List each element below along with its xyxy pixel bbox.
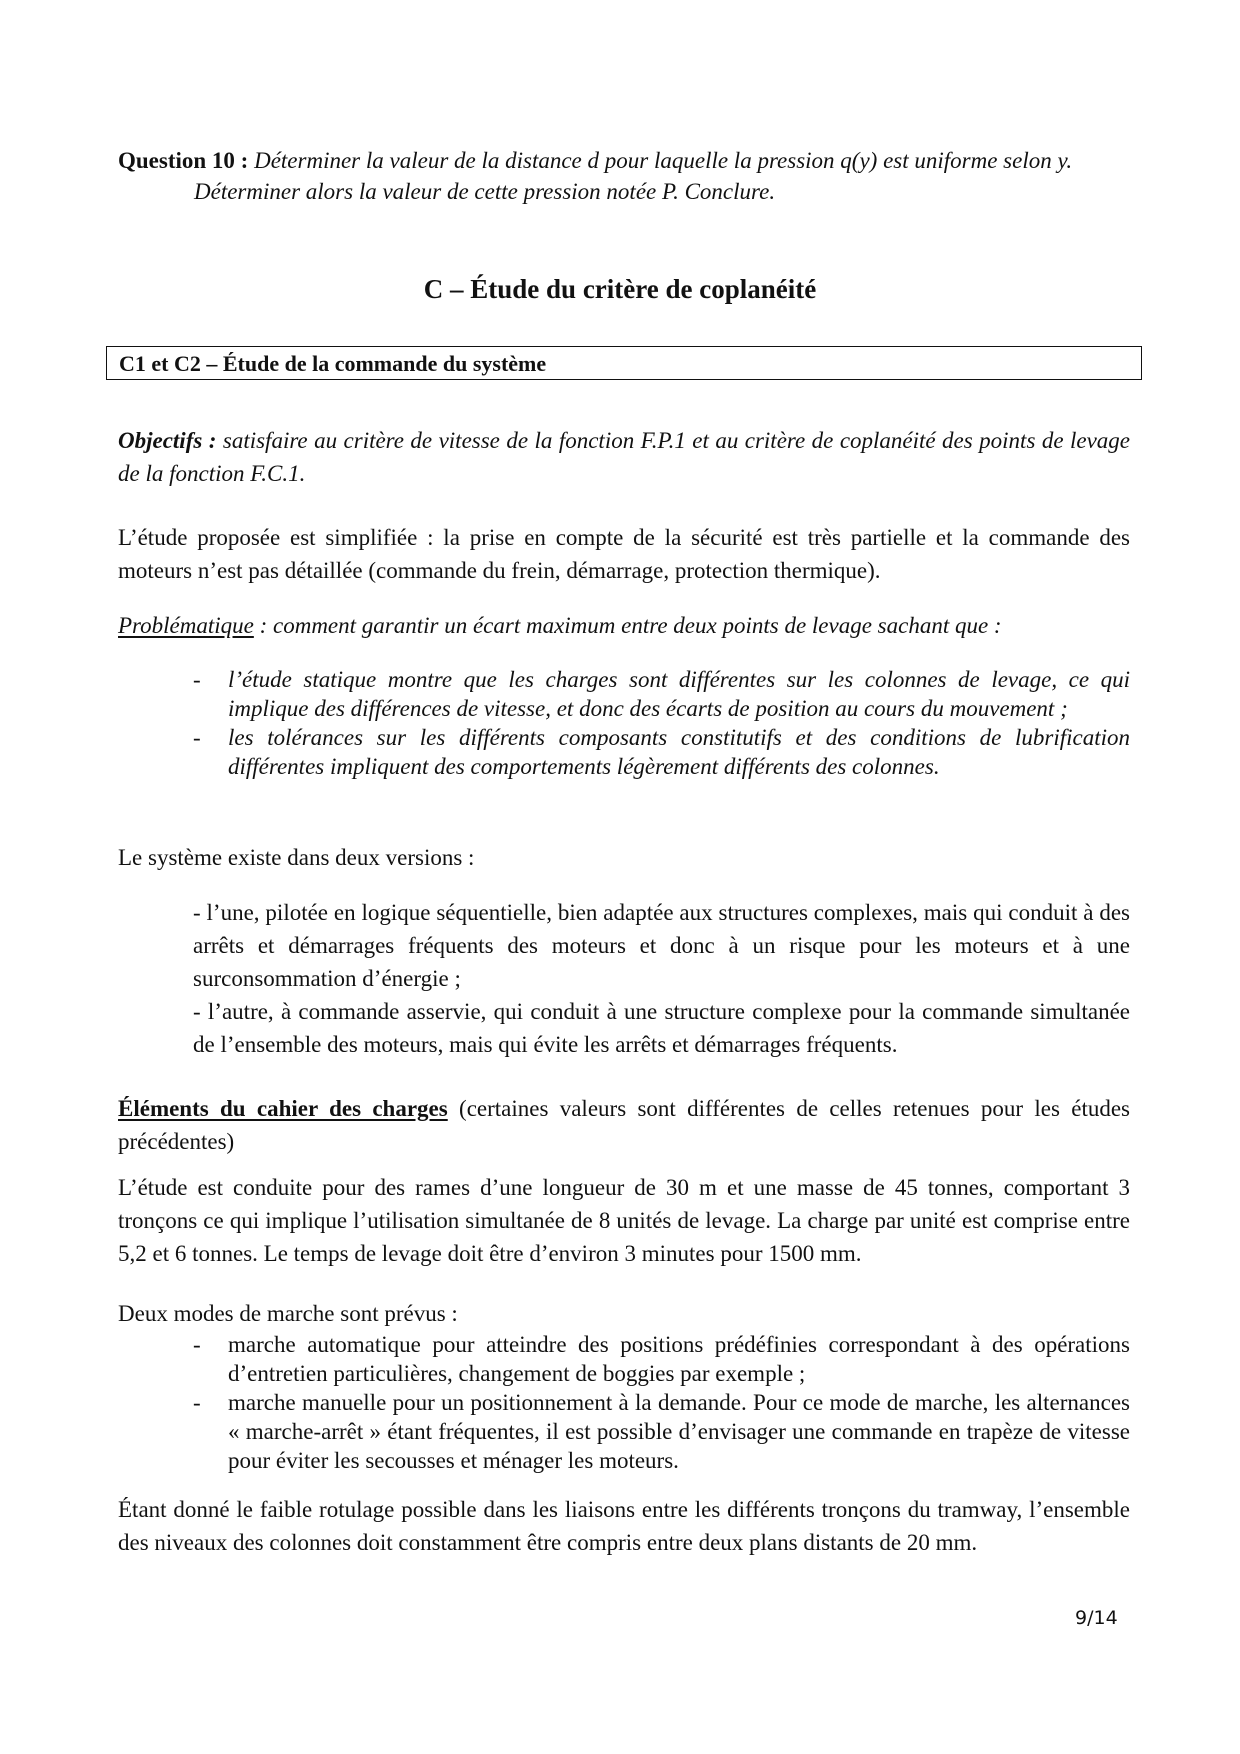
question-line-2: Déterminer alors la valeur de cette pression notée P. Conclure. — [194, 179, 776, 204]
version-item: - l’une, pilotée en logique séquentielle, bien adaptée aux structures complexes, mais qui conduit à des arrêts et démarrages fréquents des moteurs et donc à un risque pour les moteurs et à une surconsommation d’énergie ; — [193, 900, 1130, 991]
list-item — [118, 723, 1130, 781]
problem-list — [118, 665, 1130, 781]
cahier-text: (certaines valeurs sont différentes de celles retenues pour les études précédentes) — [118, 1096, 1130, 1154]
objectifs-paragraph — [118, 424, 1130, 490]
list-item — [118, 1330, 1130, 1388]
problematique-paragraph — [118, 609, 1130, 642]
objectifs-label: Objectifs : — [118, 428, 217, 453]
cahier-paragraph — [118, 1092, 1130, 1158]
dash-marker: - — [193, 1332, 201, 1357]
boxed-subsection-title: C1 et C2 – Étude de la commande du système — [106, 346, 1142, 380]
conduite-paragraph: L’étude est conduite pour des rames d’une longueur de 30 m et une masse de 45 tonnes, comportant 3 tronçons ce qui implique l’utilisation simultanée de 8 unités de levage. La charge par unité est comprise entre 5,2 et 6 tonnes. Le temps de levage doit être d’environ 3 minutes pour 1500 mm. — [118, 1175, 1130, 1266]
dash-marker: - — [193, 725, 201, 750]
dash-marker: - — [193, 667, 201, 692]
question-label: Question 10 : — [118, 148, 249, 173]
dash-marker: - — [193, 1390, 201, 1415]
etude-proposee-paragraph: L’étude proposée est simplifiée : la prise en compte de la sécurité est très partielle et la commande des moteurs n’est pas détaillée (commande du frein, démarrage, protection thermique). — [118, 525, 1130, 583]
list-item-text: marche automatique pour atteindre des positions prédéfinies correspondant à des opérations d’entretien particulières, changement de boggies par exemple ; — [228, 1332, 1130, 1386]
list-item-text: l’étude statique montre que les charges sont différentes sur les colonnes de levage, ce qui implique des différences de vitesse, et donc des écarts de position au cours du mouvement ; — [228, 667, 1130, 721]
version-item: - l’autre, à commande asservie, qui conduit à une structure complexe pour la commande simultanée de l’ensemble des moteurs, mais qui évite les arrêts et démarrages fréquents. — [193, 999, 1130, 1057]
final-paragraph: Étant donné le faible rotulage possible dans les liaisons entre les différents tronçons du tramway, l’ensemble des niveaux des colonnes doit constamment être compris entre deux plans distants de 20 mm. — [118, 1497, 1130, 1555]
page-number: 9/14 — [1075, 1607, 1118, 1629]
list-item-text: les tolérances sur les différents composants constitutifs et des conditions de lubrification différentes impliquent des comportements légèrement différents des colonnes. — [228, 725, 1130, 779]
problematique-label: Problématique — [118, 613, 254, 638]
objectifs-text: satisfaire au critère de vitesse de la fonction F.P.1 et au critère de coplanéité des points de levage de la fonction F.C.1. — [118, 428, 1131, 486]
list-item — [118, 1388, 1130, 1475]
question-line-1: Déterminer la valeur de la distance d pour laquelle la pression q(y) est uniforme selon y. — [254, 148, 1073, 173]
modes-intro: Deux modes de marche sont prévus : — [118, 1301, 458, 1326]
cahier-heading: Éléments du cahier des charges — [118, 1096, 448, 1121]
versions-block — [193, 896, 1130, 1061]
problematique-text: : comment garantir un écart maximum entre deux points de levage sachant que : — [253, 613, 1002, 638]
list-item — [118, 665, 1130, 723]
systeme-intro: Le système existe dans deux versions : — [118, 845, 475, 870]
modes-list — [118, 1330, 1130, 1475]
list-item-text: marche manuelle pour un positionnement à la demande. Pour ce mode de marche, les alternances « marche-arrêt » étant fréquentes, il est possible d’envisager une commande en trapèze de vitesse pour éviter les secousses et ménager les moteurs. — [228, 1390, 1130, 1473]
section-title: C – Étude du critère de coplanéité — [423, 274, 817, 304]
question-10 — [118, 145, 1128, 207]
